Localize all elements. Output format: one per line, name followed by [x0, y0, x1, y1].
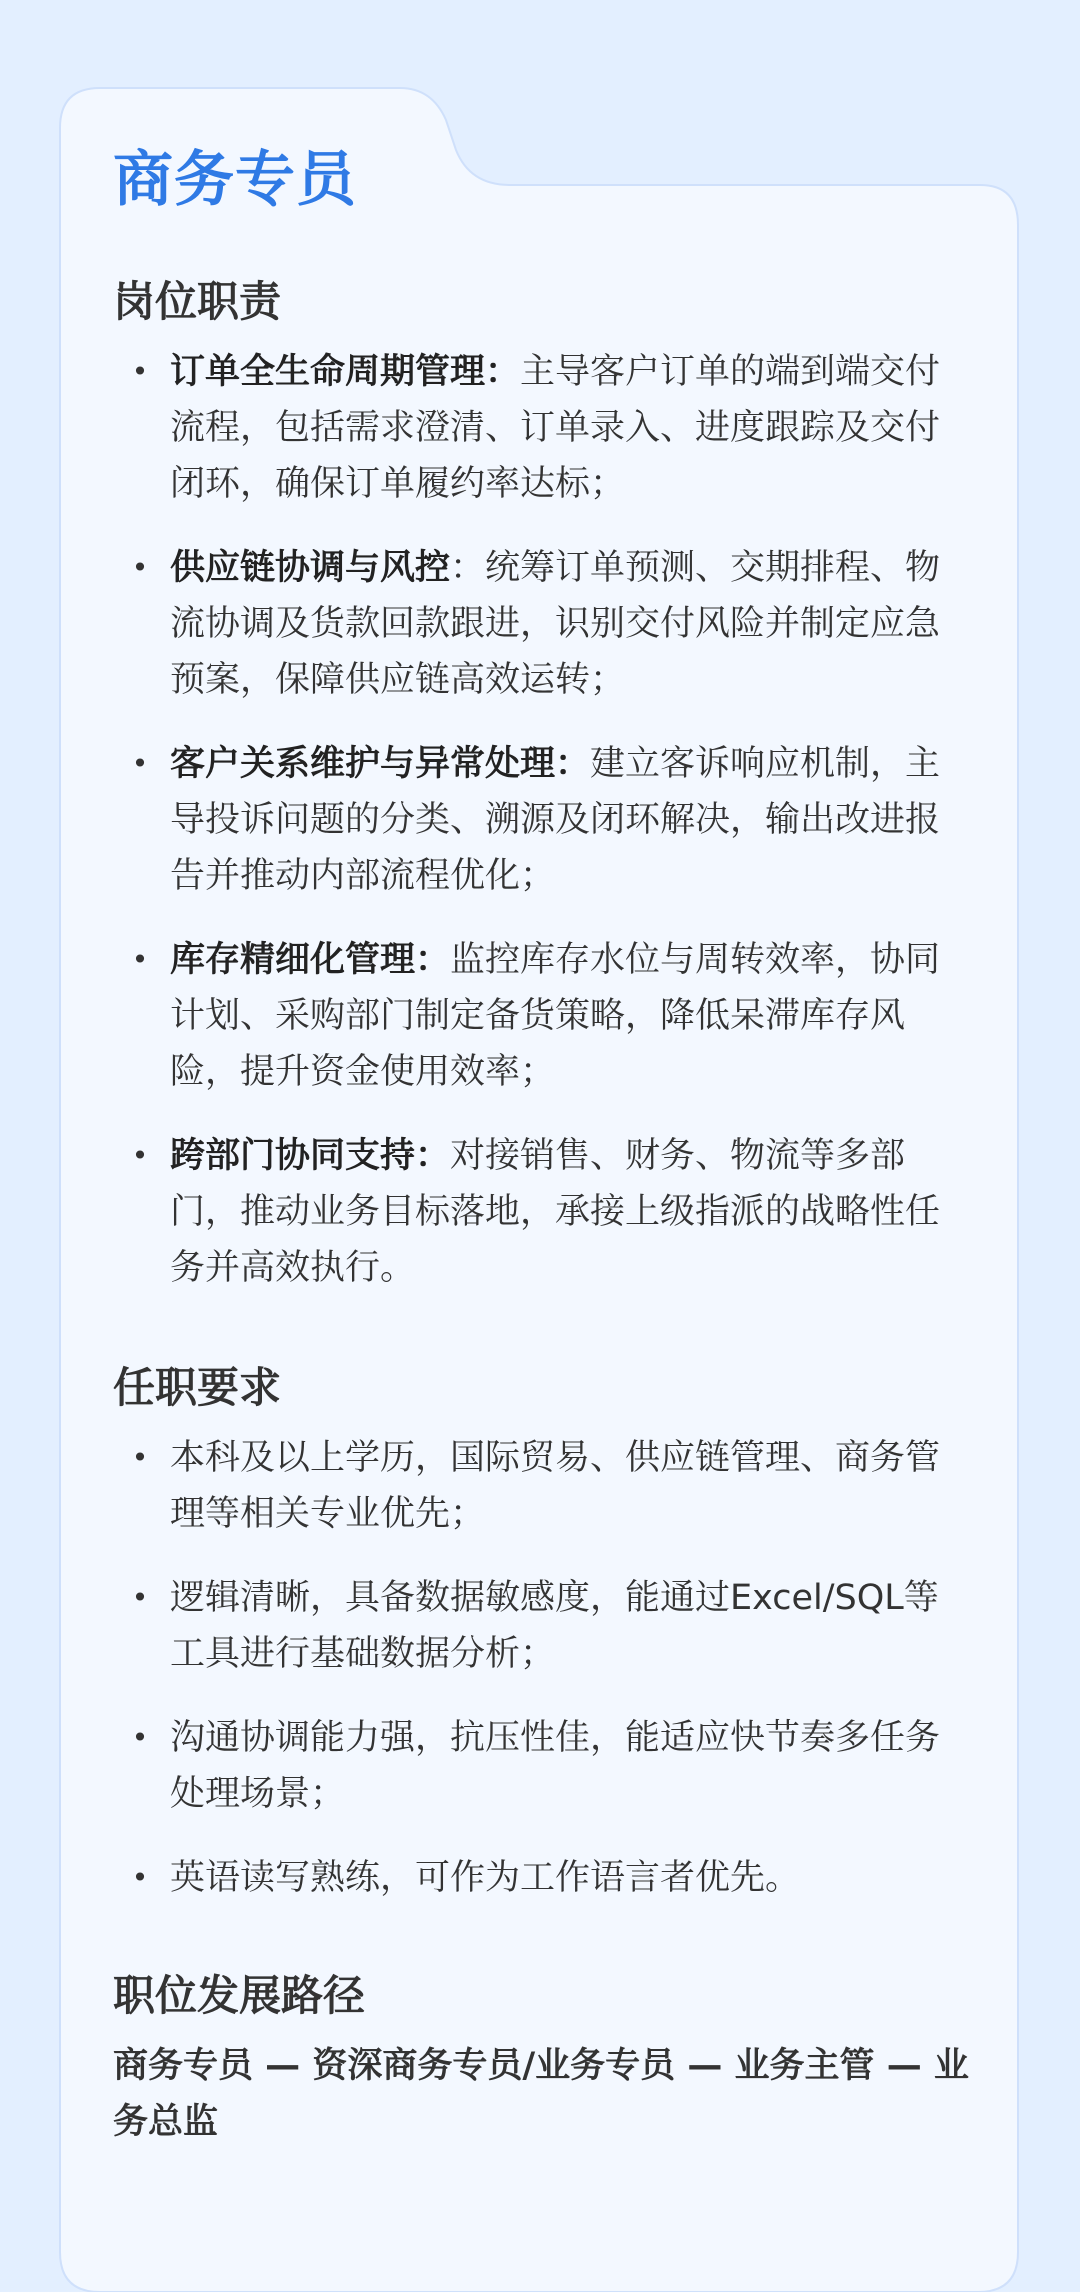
- item-lead: 供应链协调与风控: [170, 548, 451, 588]
- bullet-icon: •: [131, 747, 149, 780]
- job-card-content: [113, 140, 973, 2150]
- item-lead: 跨部门协同支持：: [170, 1136, 451, 1176]
- requirements-list: [113, 1430, 973, 1906]
- item-text: 本科及以上学历，国际贸易、供应链管理、商务管理等相关专业优先；: [170, 1438, 941, 1534]
- list-item: [113, 1128, 973, 1296]
- item-text: 监控库存水位与周转效率，协同计划、采购部门制定备货策略，降低呆滞库存风险，提升资金使用效率；: [170, 940, 941, 1092]
- list-item: [113, 1430, 973, 1542]
- list-item: [113, 540, 973, 708]
- list-item: [113, 932, 973, 1100]
- item-text: 逻辑清晰，具备数据敏感度，能通过Excel/SQL等工具进行基础数据分析；: [170, 1578, 939, 1674]
- item-text: 英语读写熟练，可作为工作语言者优先。: [170, 1858, 801, 1898]
- list-item: [113, 1710, 973, 1822]
- item-text: 沟通协调能力强，抗压性佳，能适应快节奏多任务处理场景；: [170, 1718, 941, 1814]
- responsibilities-list: [113, 344, 973, 1296]
- bullet-icon: •: [131, 1581, 149, 1614]
- responsibilities-heading: 岗位职责: [113, 277, 282, 326]
- bullet-icon: •: [131, 551, 149, 584]
- item-lead: 库存精细化管理：: [170, 940, 451, 980]
- requirements-heading: 任职要求: [113, 1363, 282, 1412]
- list-item: [113, 736, 973, 904]
- bullet-icon: •: [131, 1721, 149, 1754]
- bullet-icon: •: [131, 1441, 149, 1474]
- list-item: [113, 344, 973, 512]
- item-text: ：统筹订单预测、交期排程、物流协调及货款回款跟进，识别交付风险并制定应急预案，保障供应链高效运转；: [170, 548, 941, 700]
- bullet-icon: •: [131, 1861, 149, 1894]
- career-path-text: 商务专员 — 资深商务专员/业务专员 — 业务主管 — 业务总监: [113, 2046, 969, 2142]
- list-item: [113, 1850, 973, 1906]
- bullet-icon: •: [131, 943, 149, 976]
- item-text: 主导客户订单的端到端交付流程，包括需求澄清、订单录入、进度跟踪及交付闭环，确保订单履约率达标；: [170, 352, 941, 504]
- bullet-icon: •: [131, 1139, 149, 1172]
- job-title: 商务专员: [113, 145, 357, 215]
- bullet-icon: •: [131, 355, 149, 388]
- item-lead: 客户关系维护与异常处理：: [170, 744, 591, 784]
- item-text: 建立客诉响应机制，主导投诉问题的分类、溯源及闭环解决，输出改进报告并推动内部流程优化；: [170, 744, 941, 896]
- item-text: 对接销售、财务、物流等多部门，推动业务目标落地，承接上级指派的战略性任务并高效执行。: [170, 1136, 941, 1288]
- career-path-heading: 职位发展路径: [113, 1971, 366, 2020]
- list-item: [113, 1570, 973, 1682]
- item-lead: 订单全生命周期管理：: [170, 352, 521, 392]
